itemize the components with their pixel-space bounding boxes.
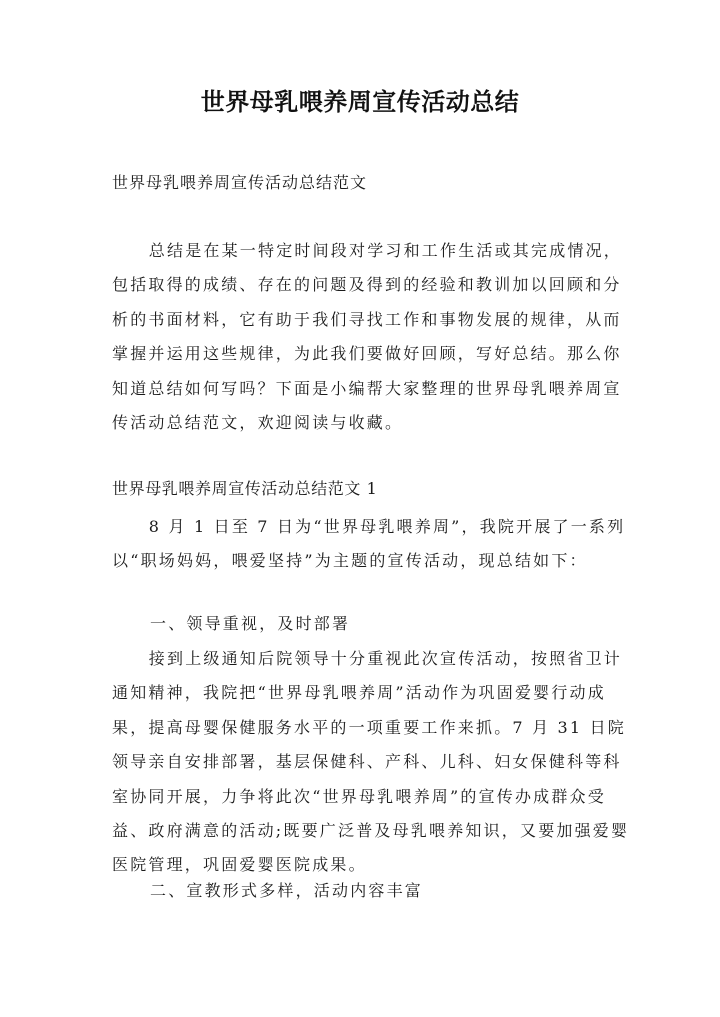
heading-2: 二、宣教形式多样，活动内容丰富 bbox=[150, 881, 424, 900]
heading-1: 一、领导重视，及时部署 bbox=[150, 614, 351, 633]
section-title: 世界母乳喂养周宣传活动总结范文 1 bbox=[112, 479, 378, 498]
document-subtitle: 世界母乳喂养周宣传活动总结范文 bbox=[112, 173, 368, 192]
section-paragraph-2: 接到上级通知后院领导十分重视此次宣传活动，按照省卫计通知精神，我院把“世界母乳喂养周”活动作为巩固爱婴行动成果，提高母婴保健服务水平的一项重要工作来抓。7 月 31 日院领导亲自安排部署，基层保健科、产科、儿科、妇女保健科等科室协同开展，力争将此次“世界母乳喂养周”的宣传办成群众受益、政府满意的活动;既要广泛普及母乳喂养知识，又要加强爱婴医院管理，巩固爱婴医院成果。 bbox=[112, 649, 630, 875]
intro-paragraph: 总结是在某一特定时间段对学习和工作生活或其完成情况，包括取得的成绩、存在的问题及得到的经验和教训加以回顾和分析的书面材料，它有助于我们寻找工作和事物发展的规律，从而掌握并运用这些规律，为此我们要做好回顾，写好总结。那么你知道总结如何写吗？下面是小编帮大家整理的世界母乳喂养周宣传活动总结范文，欢迎阅读与收藏。 bbox=[112, 241, 622, 433]
document-title: 世界母乳喂养周宣传活动总结 bbox=[200, 88, 520, 116]
section-paragraph-1: 8 月 1 日至 7 日为“世界母乳喂养周”，我院开展了一系列以“职场妈妈，喂爱坚持”为主题的宣传活动，现总结如下： bbox=[112, 517, 626, 571]
